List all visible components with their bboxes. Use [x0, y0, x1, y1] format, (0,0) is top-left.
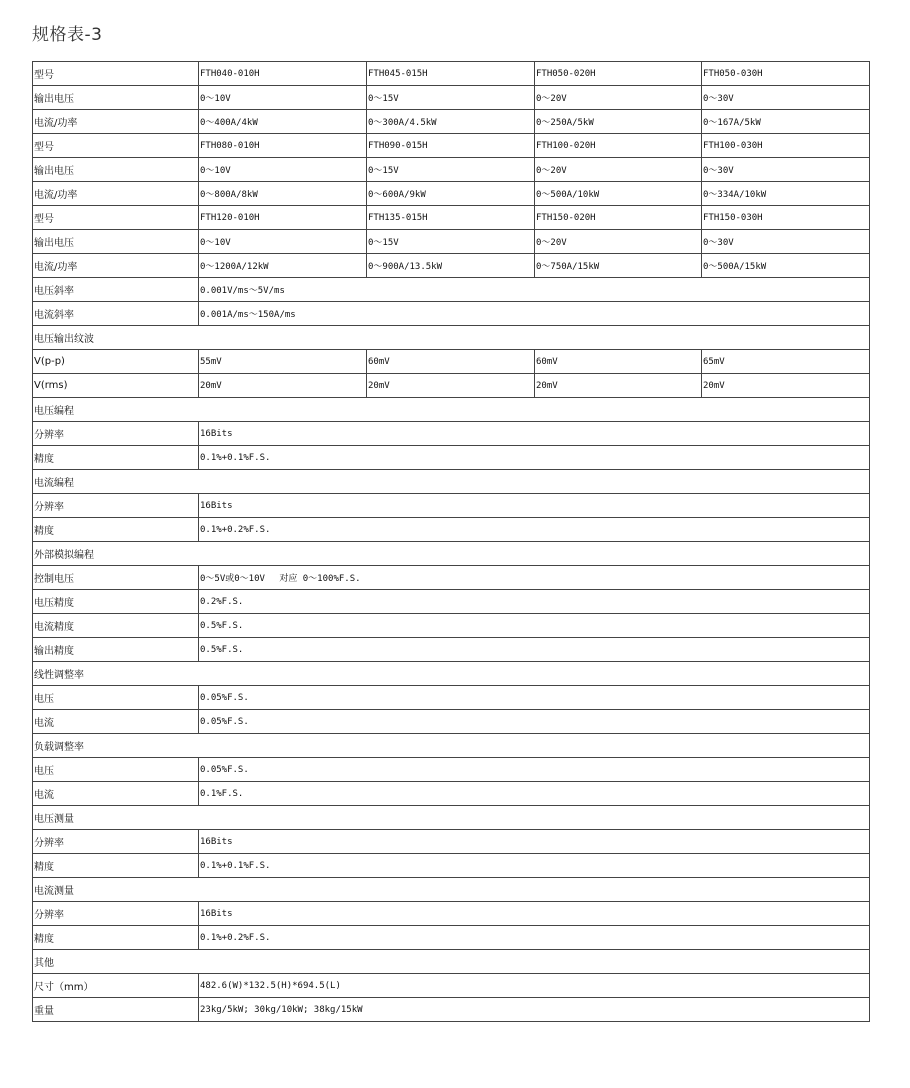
table-row [33, 494, 870, 518]
row-label: 分辨率 [33, 494, 199, 518]
table-row [33, 662, 870, 686]
table-cell: 0～250A/5kW [535, 110, 702, 134]
row-label: 输出精度 [33, 638, 199, 662]
table-row [33, 470, 870, 494]
table-cell: 0～20V [535, 86, 702, 110]
row-label: 电压 [33, 758, 199, 782]
table-row [33, 134, 870, 158]
table-row [33, 254, 870, 278]
row-label: 输出电压 [33, 230, 199, 254]
row-label: 精度 [33, 518, 199, 542]
table-row [33, 422, 870, 446]
table-cell: FTH135-015H [367, 206, 535, 230]
row-label: 分辨率 [33, 902, 199, 926]
table-row [33, 974, 870, 998]
table-row [33, 830, 870, 854]
row-label: 精度 [33, 446, 199, 470]
table-cell: 0～334A/10kW [702, 182, 870, 206]
table-cell: 0～20V [535, 230, 702, 254]
table-cell: 0～167A/5kW [702, 110, 870, 134]
row-label: 电压斜率 [33, 278, 199, 302]
section-header: 电压输出纹波 [33, 326, 870, 350]
row-label: 电流/功率 [33, 110, 199, 134]
table-cell: 0～900A/13.5kW [367, 254, 535, 278]
table-cell: FTH050-030H [702, 62, 870, 86]
table-cell: 0～800A/8kW [199, 182, 367, 206]
table-cell-wide: 0.001A/ms～150A/ms [199, 302, 870, 326]
table-row [33, 230, 870, 254]
table-row [33, 758, 870, 782]
table-row [33, 566, 870, 590]
table-cell: 0～10V [199, 86, 367, 110]
table-row [33, 518, 870, 542]
table-cell-wide: 0.2%F.S. [199, 590, 870, 614]
table-cell: 0～10V [199, 158, 367, 182]
table-cell-wide: 0～5V或0～10V 对应 0～100%F.S. [199, 566, 870, 590]
table-row [33, 326, 870, 350]
table-row [33, 950, 870, 974]
table-cell-wide: 16Bits [199, 422, 870, 446]
table-row [33, 854, 870, 878]
table-cell-wide: 0.05%F.S. [199, 686, 870, 710]
row-label: 尺寸（mm） [33, 974, 199, 998]
table-cell: 0～15V [367, 158, 535, 182]
section-header: 负载调整率 [33, 734, 870, 758]
table-row [33, 302, 870, 326]
table-cell-wide: 23kg/5kW; 30kg/10kW; 38kg/15kW [199, 998, 870, 1022]
table-cell: 55mV [199, 350, 367, 374]
table-cell-wide: 0.5%F.S. [199, 614, 870, 638]
row-label: 电流精度 [33, 614, 199, 638]
row-label: 重量 [33, 998, 199, 1022]
table-row [33, 806, 870, 830]
table-row [33, 158, 870, 182]
page-title: 规格表-3 [32, 25, 103, 45]
table-row [33, 62, 870, 86]
table-cell: 0～600A/9kW [367, 182, 535, 206]
table-cell-wide: 0.1%+0.2%F.S. [199, 926, 870, 950]
table-cell: 65mV [702, 350, 870, 374]
spec-table [32, 61, 870, 1022]
row-label: V(rms) [33, 374, 199, 398]
table-cell-wide: 482.6(W)*132.5(H)*694.5(L) [199, 974, 870, 998]
table-cell: 0～400A/4kW [199, 110, 367, 134]
row-label: V(p-p) [33, 350, 199, 374]
table-row [33, 86, 870, 110]
row-label: 型号 [33, 134, 199, 158]
table-row [33, 542, 870, 566]
section-header: 其他 [33, 950, 870, 974]
table-cell: 0～30V [702, 86, 870, 110]
section-header: 电压测量 [33, 806, 870, 830]
table-cell: 0～500A/15kW [702, 254, 870, 278]
row-label: 电压 [33, 686, 199, 710]
spec-table-body [33, 62, 870, 1022]
table-row [33, 902, 870, 926]
table-cell: FTH050-020H [535, 62, 702, 86]
table-cell: 60mV [367, 350, 535, 374]
table-cell-wide: 16Bits [199, 830, 870, 854]
row-label: 精度 [33, 854, 199, 878]
table-row [33, 590, 870, 614]
table-cell: FTH150-020H [535, 206, 702, 230]
table-row [33, 998, 870, 1022]
table-cell: 0～1200A/12kW [199, 254, 367, 278]
row-label: 分辨率 [33, 830, 199, 854]
table-cell: 20mV [199, 374, 367, 398]
row-label: 分辨率 [33, 422, 199, 446]
row-label: 电压精度 [33, 590, 199, 614]
table-cell: FTH045-015H [367, 62, 535, 86]
table-cell: 0～15V [367, 230, 535, 254]
section-header: 电流编程 [33, 470, 870, 494]
row-label: 输出电压 [33, 158, 199, 182]
row-label: 输出电压 [33, 86, 199, 110]
row-label: 电流斜率 [33, 302, 199, 326]
table-row [33, 686, 870, 710]
table-row [33, 638, 870, 662]
table-row [33, 110, 870, 134]
table-row [33, 734, 870, 758]
row-label: 控制电压 [33, 566, 199, 590]
table-cell: 0～20V [535, 158, 702, 182]
row-label: 型号 [33, 206, 199, 230]
table-cell: 0～300A/4.5kW [367, 110, 535, 134]
table-row [33, 614, 870, 638]
table-row [33, 446, 870, 470]
table-row [33, 278, 870, 302]
table-cell: 20mV [702, 374, 870, 398]
table-row [33, 398, 870, 422]
table-cell-wide: 0.1%F.S. [199, 782, 870, 806]
table-cell: FTH150-030H [702, 206, 870, 230]
section-header: 电流测量 [33, 878, 870, 902]
table-cell: 60mV [535, 350, 702, 374]
section-header: 电压编程 [33, 398, 870, 422]
table-row [33, 206, 870, 230]
row-label: 精度 [33, 926, 199, 950]
table-row [33, 182, 870, 206]
row-label: 电流 [33, 782, 199, 806]
table-cell: FTH100-020H [535, 134, 702, 158]
table-cell: 0～500A/10kW [535, 182, 702, 206]
table-row [33, 878, 870, 902]
table-cell-wide: 0.001V/ms～5V/ms [199, 278, 870, 302]
section-header: 线性调整率 [33, 662, 870, 686]
table-cell-wide: 0.05%F.S. [199, 758, 870, 782]
table-cell: FTH090-015H [367, 134, 535, 158]
row-label: 型号 [33, 62, 199, 86]
table-cell-wide: 0.1%+0.2%F.S. [199, 518, 870, 542]
table-cell-wide: 0.1%+0.1%F.S. [199, 446, 870, 470]
table-cell-wide: 0.1%+0.1%F.S. [199, 854, 870, 878]
table-cell-wide: 0.5%F.S. [199, 638, 870, 662]
table-cell: 0～15V [367, 86, 535, 110]
table-cell: 0～30V [702, 230, 870, 254]
table-cell-wide: 16Bits [199, 902, 870, 926]
table-cell: FTH120-010H [199, 206, 367, 230]
table-cell: FTH100-030H [702, 134, 870, 158]
section-header: 外部模拟编程 [33, 542, 870, 566]
table-row [33, 926, 870, 950]
table-row [33, 350, 870, 374]
table-cell: 0～30V [702, 158, 870, 182]
table-cell: FTH080-010H [199, 134, 367, 158]
table-row [33, 782, 870, 806]
table-cell-wide: 0.05%F.S. [199, 710, 870, 734]
table-cell: FTH040-010H [199, 62, 367, 86]
table-row [33, 710, 870, 734]
row-label: 电流/功率 [33, 182, 199, 206]
table-cell: 0～750A/15kW [535, 254, 702, 278]
table-cell: 20mV [367, 374, 535, 398]
table-cell: 0～10V [199, 230, 367, 254]
row-label: 电流 [33, 710, 199, 734]
table-cell: 20mV [535, 374, 702, 398]
row-label: 电流/功率 [33, 254, 199, 278]
table-cell-wide: 16Bits [199, 494, 870, 518]
table-row [33, 374, 870, 398]
